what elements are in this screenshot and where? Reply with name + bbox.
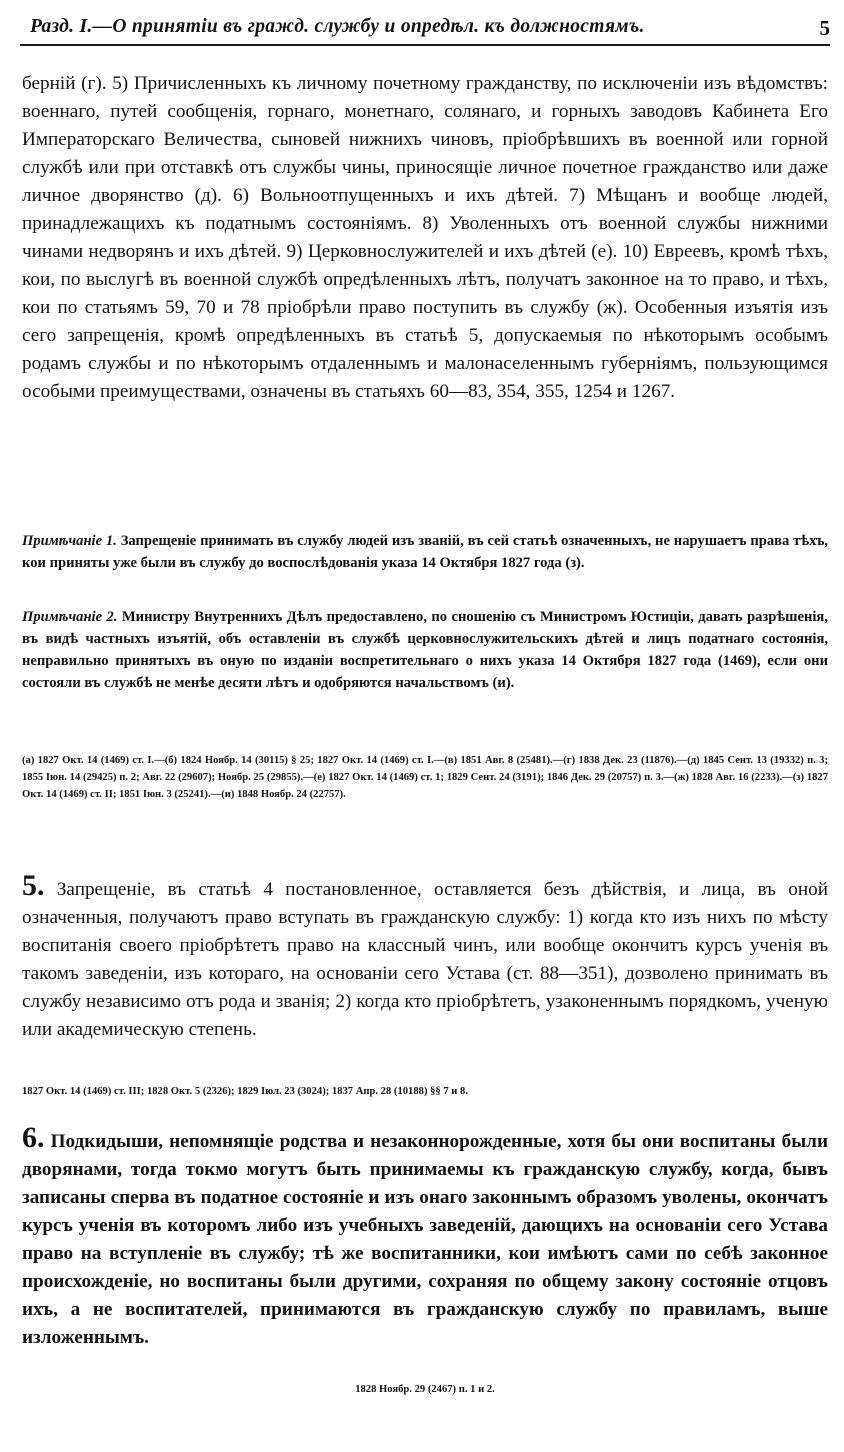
article-5-text: Запрещеніе, въ статьѣ 4 постановленное, оставляется безъ дѣйствія, и лица, въ оной означенныя, получаютъ право вступать въ гражданскую службу: 1) когда кто изъ нихъ по мѣсту воспитанія своего пріобрѣтетъ право на классный чинъ, или вообще окончитъ курсъ ученія въ такомъ заведеніи, изъ котораго, на основаніи сего Устава (ст. 88—351), дозволено принимать въ службу независимо отъ рода и званія; 2) когда кто пріобрѣтетъ, узаконеннымъ порядкомъ, ученую или академическую степень.: [22, 879, 828, 1040]
running-header: [30, 12, 830, 46]
note-2: [22, 606, 828, 694]
header-title: Разд. I.—О принятіи въ гражд. службу и опредѣл. къ должностямъ.: [30, 16, 645, 37]
article-6: [22, 1121, 828, 1352]
article-6-number: 6.: [22, 1121, 45, 1154]
header-rule: [20, 44, 830, 46]
note-2-text: Министру Внутреннихъ Дѣлъ предоставлено, по сношенію съ Министромъ Юстиціи, давать разрѣшенія, въ видѣ частныхъ изъятій, объ оставленіи въ службѣ церковнослужительскихъ дѣтей и лицъ податнаго состоянія, неправильно принятыхъ въ оную по изданіи воспретительнаго о нихъ указа 14 Октября 1827 года (1469), если они состояли въ службѣ не менѣе десяти лѣтъ и одобряются начальствомъ (и).: [22, 609, 828, 691]
article-6-text: Подкидыши, непомнящіе родства и незаконнорожденные, хотя бы они воспитаны были дворянами, тогда токмо могутъ быть принимаемы къ гражданскую службу, когда, бывъ записаны сперва въ податное состояніе и изъ онаго законнымъ образомъ уволены, окончатъ курсъ ученія въ которомъ либо изъ учебныхъ заведеній, дающихъ на основаніи сего Устава право на вступленіе въ службу; тѣ же воспитанники, кои имѣютъ сами по себѣ законное происхожденіе, но воспитаны были другими, сохраняя по общему закону состояніе отцовъ ихъ, а не воспитателей, принимаются въ гражданскую службу по правиламъ, выше изложеннымъ.: [22, 1131, 828, 1348]
note-1: [22, 530, 828, 574]
article-4-citations: (а) 1827 Окт. 14 (1469) ст. I.—(б) 1824 Ноябр. 14 (30115) § 25; 1827 Окт. 14 (1469) ст. I.—(в) 1851 Авг. 8 (25481).—(г) 1838 Дек. 23 (11876).—(д) 1845 Сент. 13 (19332) п. 3; 1855 Іюн. 14 (29425) п. 2; Авг. 22 (29607); Ноябр. 25 (29855).—(е) 1827 Окт. 14 (1469) ст. 1; 1829 Сент. 24 (3191); 1846 Дек. 29 (20757) п. 3.—(ж) 1828 Авг. 16 (2233).—(з) 1827 Окт. 14 (1469) ст. II; 1851 Іюн. 3 (25241).—(и) 1848 Ноябр. 24 (22757).: [22, 755, 828, 800]
note-1-text: Запрещеніе принимать въ службу людей изъ званій, въ сей статьѣ означенныхъ, не нарушаетъ права тѣхъ, кои приняты уже были въ службу до воспослѣдованія указа 14 Октября 1827 года (з).: [22, 533, 828, 571]
article-4-continuation: берній (г). 5) Причисленныхъ къ личному почетному гражданству, по исключеніи изъ вѣдомствъ: военнаго, путей сообщенія, горнаго, монетнаго, солянаго, и горныхъ заводовъ Кабинета Его Императорскаго Величества, сыновей нижнихъ чиновъ, пріобрѣвшихъ въ военной или горной службѣ или при отставкѣ отъ службы чины, приносящіе личное почетное гражданство или даже личное дворянство (д). 6) Вольноотпущенныхъ и ихъ дѣтей. 7) Мѣщанъ и вообще людей, принадлежащихъ къ податнымъ состояніямъ. 8) Уволенныхъ отъ военной службы нижними чинами недворянъ и ихъ дѣтей. 9) Церковнослужителей и ихъ дѣтей (е). 10) Евреевъ, кромѣ тѣхъ, кои, по выслугѣ въ военной службѣ опредѣленныхъ лѣтъ, получатъ законное на то право, и тѣхъ, кои по статьямъ 59, 70 и 78 пріобрѣли право поступить въ службу (ж). Особенныя изъятія изъ сего запрещенія, кромѣ опредѣленныхъ въ статьѣ 5, допускаемыя по нѣкоторымъ особымъ родамъ службы и по нѣкоторымъ отдаленнымъ и малонаселеннымъ губерніямъ, пользующимся особыми преимуществами, означены въ статьяхъ 60—83, 354, 355, 1254 и 1267.: [22, 73, 828, 402]
article-5-citation: 1827 Окт. 14 (1469) ст. III; 1828 Окт. 5 (2326); 1829 Іюл. 23 (3024); 1837 Апр. 28 (10188) §§ 7 и 8.: [22, 1086, 469, 1097]
article-5: [22, 869, 828, 1044]
note-2-label: Примѣчаніе 2.: [22, 609, 118, 625]
page-number: 5: [819, 16, 830, 40]
article-5-number: 5.: [22, 869, 45, 902]
note-1-label: Примѣчаніе 1.: [22, 533, 117, 549]
article-6-citation: 1828 Ноябр. 29 (2467) п. 1 и 2.: [355, 1384, 495, 1395]
